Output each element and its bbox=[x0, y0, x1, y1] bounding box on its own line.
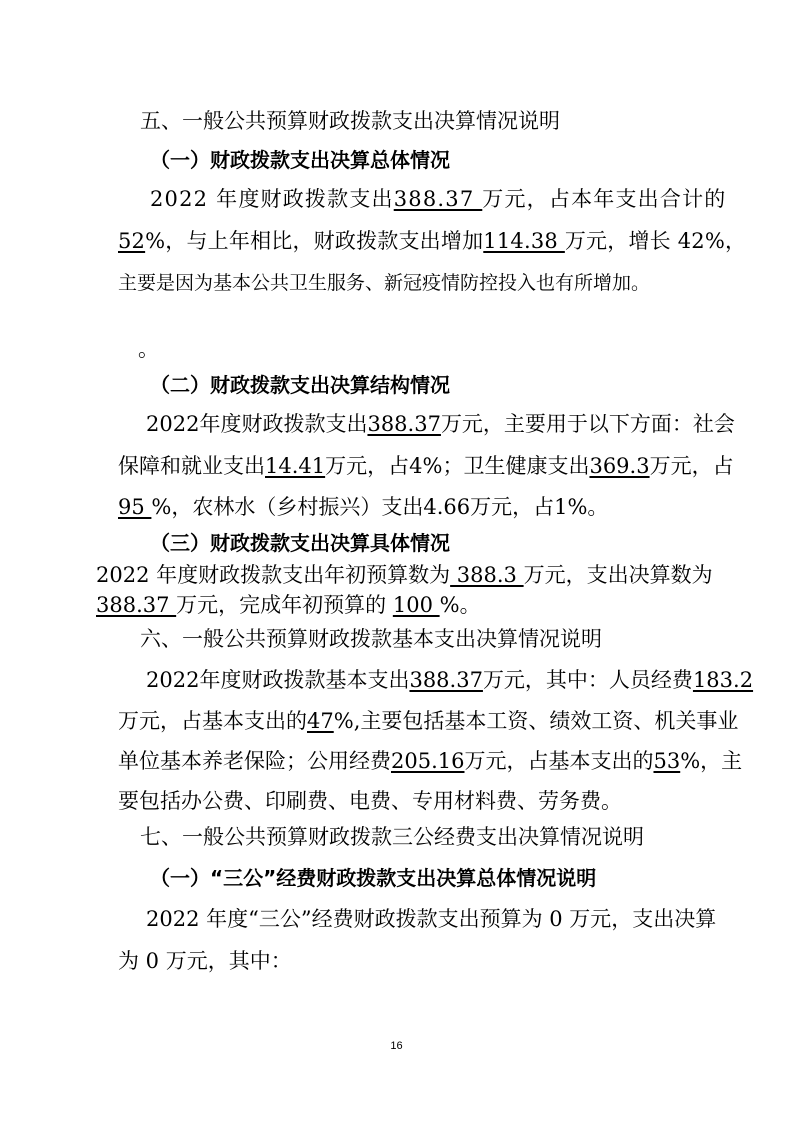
s5-1-line2: 52%，与上年相比，财政拨款支出增加114.38 万元，增长 42%， bbox=[118, 229, 747, 253]
s6-line2: 万元，占基本支出的47%,主要包括基本工资、绩效工资、机关事业 bbox=[118, 709, 739, 733]
health-percentage: 95 bbox=[118, 495, 152, 519]
section-7-1-title: （一）“三公”经费财政拨款支出决算总体情况说明 bbox=[150, 866, 597, 890]
section-6-heading: 六、一般公共预算财政拨款基本支出决算情况说明 bbox=[140, 627, 602, 651]
final-amount: 388.37 bbox=[96, 593, 177, 617]
social-security-amount: 14.41 bbox=[265, 454, 326, 478]
section-5-1-title: （一）财政拨款支出决算总体情况 bbox=[150, 148, 450, 172]
completion-rate: 100 bbox=[392, 593, 440, 617]
s5-2-line1: 2022年度财政拨款支出388.37万元，主要用于以下方面：社会 bbox=[146, 412, 735, 436]
section-5-heading: 五、一般公共预算财政拨款支出决算情况说明 bbox=[140, 109, 560, 133]
s5-1-line1: 2022 年度财政拨款支出388.37 万元，占本年支出合计的 bbox=[150, 187, 727, 211]
expenditure-increase: 114.38 bbox=[483, 229, 565, 253]
s6-line3: 单位基本养老保险；公用经费205.16万元，占基本支出的53%，主 bbox=[118, 749, 743, 773]
section-5-2-title: （二）财政拨款支出决算结构情况 bbox=[150, 373, 450, 397]
total-expenditure: 388.37 bbox=[393, 187, 483, 211]
s5-3-line1: 2022 年度财政拨款支出年初预算数为 388.3 万元，支出决算数为 bbox=[96, 563, 713, 587]
section-7-heading: 七、一般公共预算财政拨款三公经费支出决算情况说明 bbox=[140, 825, 644, 849]
s6-line4: 要包括办公费、印刷费、电费、专用材料费、劳务费。 bbox=[118, 789, 622, 813]
basic-total: 388.37 bbox=[409, 668, 483, 692]
s5-2-line3: 95 %，农林水（乡村振兴）支出4.66万元，占1%。 bbox=[118, 495, 609, 519]
structure-total: 388.37 bbox=[367, 412, 441, 436]
page-number: 16 bbox=[390, 1040, 403, 1052]
s5-1-line3: 主要是因为基本公共卫生服务、新冠疫情防控投入也有所增加。 bbox=[118, 272, 651, 294]
s7-1-line2: 为 0 万元，其中： bbox=[118, 949, 292, 973]
s5-3-line2: 388.37 万元，完成年初预算的 100 %。 bbox=[96, 593, 481, 617]
health-amount: 369.3 bbox=[589, 454, 650, 478]
initial-budget: 388.3 bbox=[450, 563, 524, 587]
s5-2-line2: 保障和就业支出14.41万元，占4%；卫生健康支出369.3万元，占 bbox=[118, 454, 734, 478]
s6-line1: 2022年度财政拨款基本支出388.37万元，其中：人员经费183.2 bbox=[146, 668, 754, 692]
s5-1-line4: 。 bbox=[138, 337, 159, 361]
expenditure-share: 52 bbox=[118, 229, 146, 253]
public-percentage: 53 bbox=[653, 749, 681, 773]
s7-1-line1: 2022 年度“三公”经费财政拨款支出预算为 0 万元，支出决算 bbox=[146, 907, 717, 931]
public-amount: 205.16 bbox=[391, 749, 465, 773]
personnel-amount: 183.2 bbox=[692, 668, 754, 692]
personnel-percentage: 47 bbox=[307, 709, 334, 733]
section-5-3-title: （三）财政拨款支出决算具体情况 bbox=[150, 531, 450, 555]
